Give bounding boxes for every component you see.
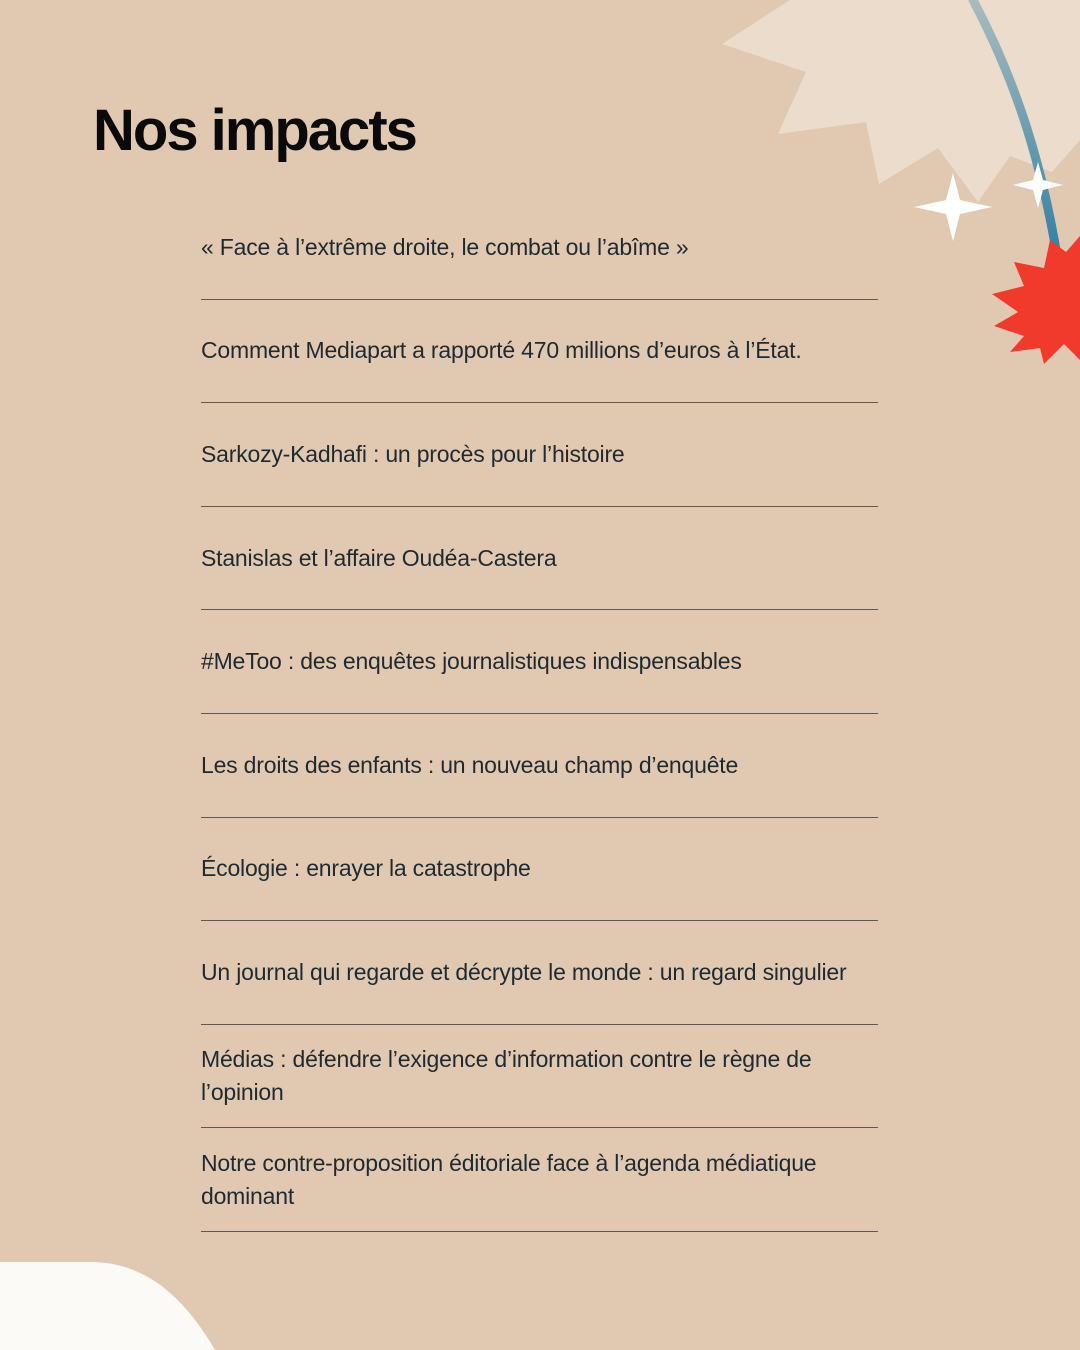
list-item: [201, 1025, 878, 1129]
list-item: [201, 818, 878, 922]
impact-link-470-millions[interactable]: Comment Mediapart a rapporté 470 millions d’euros à l’État.: [201, 337, 802, 364]
impact-link-ecologie[interactable]: Écologie : enrayer la catastrophe: [201, 855, 531, 882]
sparkle-icon: [914, 173, 992, 241]
impact-link-metoo[interactable]: #MeToo : des enquêtes journalistiques indispensables: [201, 648, 742, 675]
list-item: [201, 921, 878, 1025]
impact-link-sarkozy-kadhafi[interactable]: Sarkozy-Kadhafi : un procès pour l’histoire: [201, 440, 625, 467]
list-item: [201, 300, 878, 404]
impact-link-droits-enfants[interactable]: Les droits des enfants : un nouveau champ d’enquête: [201, 751, 739, 778]
corner-white-shape: [0, 1262, 215, 1350]
impact-link-stanislas[interactable]: Stanislas et l’affaire Oudéa-Castera: [201, 544, 557, 571]
impact-link-medias[interactable]: Médias : défendre l’exigence d’information contre le règne de l’opinion: [201, 1046, 812, 1106]
light-burst-shape: [722, 0, 1080, 202]
list-item: [201, 196, 878, 300]
red-burst-shape: [992, 236, 1080, 364]
sparkle-small-icon: [1013, 162, 1063, 208]
impacts-list: [201, 196, 878, 1232]
page-title: Nos impacts: [93, 98, 416, 163]
blue-arc-shape: [973, 0, 1058, 262]
list-item: [201, 1128, 878, 1232]
list-item: [201, 507, 878, 611]
list-item: [201, 610, 878, 714]
impact-link-extreme-droite[interactable]: « Face à l’extrême droite, le combat ou l’abîme »: [201, 233, 689, 260]
impact-link-contre-proposition[interactable]: Notre contre-proposition éditoriale face à l’agenda médiatique dominant: [201, 1149, 817, 1209]
list-item: [201, 714, 878, 818]
impact-link-regard-singulier[interactable]: Un journal qui regarde et décrypte le monde : un regard singulier: [201, 958, 847, 985]
list-item: [201, 403, 878, 507]
